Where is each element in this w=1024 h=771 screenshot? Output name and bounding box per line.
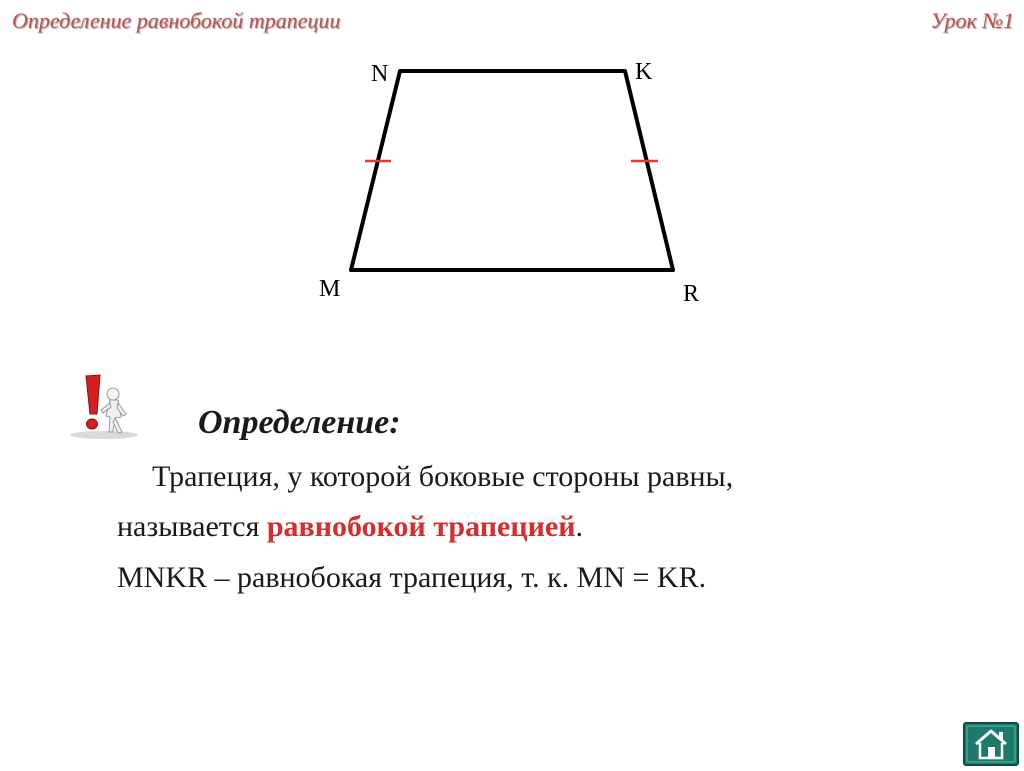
lesson-label: Урок №1 <box>930 8 1014 33</box>
vertex-label-m: M <box>319 276 341 302</box>
definition-line-2 <box>117 510 583 544</box>
trapezoid-shape <box>351 71 673 270</box>
definition-line-1: Трапеция, у которой боковые стороны равны, <box>152 460 734 493</box>
definition-line-2-suffix: . <box>575 510 583 543</box>
trapezoid-diagram <box>0 0 1024 340</box>
definition-term: равнобокой трапецией <box>266 510 576 543</box>
vertex-label-r: R <box>683 281 700 307</box>
exclamation-figure-icon <box>66 372 142 440</box>
vertex-label-n: N <box>371 61 389 87</box>
home-button[interactable] <box>963 722 1019 766</box>
page-title: Определение равнобокой трапеции <box>12 8 341 33</box>
definition-line-3: MNKR – равнобокая трапеция, т. к. MN = KR. <box>117 561 707 594</box>
definition-heading: Определение: <box>198 404 401 441</box>
vertex-label-k: K <box>635 59 653 85</box>
definition-line-2-prefix: называется <box>117 510 267 543</box>
home-icon <box>963 722 1019 766</box>
